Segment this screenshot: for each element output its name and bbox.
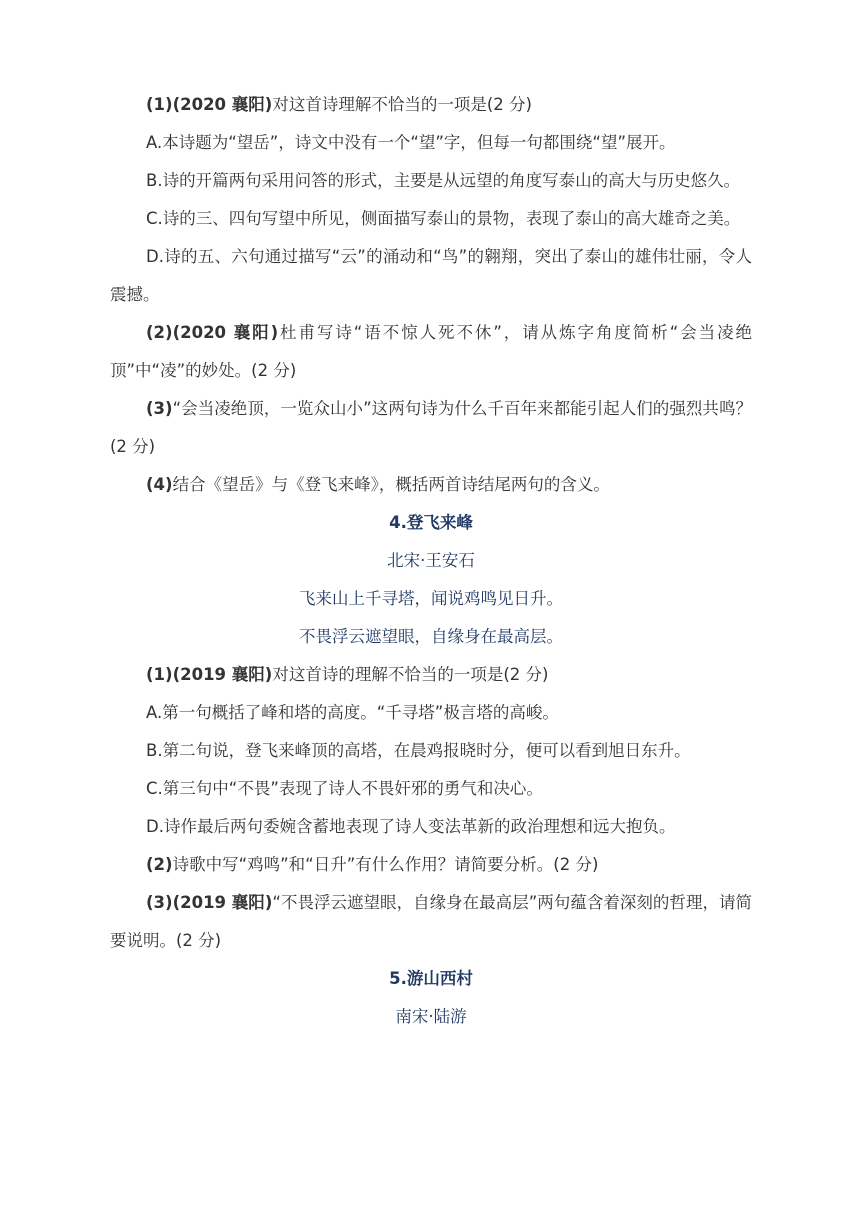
option-b: B.诗的开篇两句采用问答的形式，主要是从远望的角度写泰山的高大与历史悠久。 xyxy=(146,171,741,190)
question-3-3 xyxy=(110,390,752,466)
question-number: (4) xyxy=(146,475,173,494)
poem-4-title: 4.登飞来峰 xyxy=(389,513,473,532)
option-a: A.本诗题为“望岳”，诗文中没有一个“望”字，但每一句都围绕“望”展开。 xyxy=(146,133,676,152)
option-a: A.第一句概括了峰和塔的高度。“千寻塔”极言塔的高峻。 xyxy=(146,703,559,722)
option-c: C.诗的三、四句写望中所见，侧面描写泰山的景物，表现了泰山的高大雄奇之美。 xyxy=(146,209,741,228)
document-content xyxy=(110,86,752,1036)
poem-4-line-2: 不畏浮云遮望眼，自缘身在最高层。 xyxy=(299,627,563,646)
question-text: “不畏浮云遮望眼，自缘身在最高层”两句蕴含着深刻的哲理，请简要说明。(2 分) xyxy=(110,893,752,950)
question-text: “会当凌绝顶，一览众山小”这两句诗为什么千百年来都能引起人们的强烈共鸣？(2 分) xyxy=(110,399,752,456)
question-4-2 xyxy=(110,846,752,884)
question-number: (2) xyxy=(146,855,173,874)
question-4-3 xyxy=(110,884,752,960)
question-number: (2)(2020 襄阳) xyxy=(146,323,279,342)
question-number: (3)(2019 襄阳) xyxy=(146,893,273,912)
option-d: D.诗作最后两句委婉含蓄地表现了诗人变法革新的政治理想和远大抱负。 xyxy=(146,817,676,836)
question-3-1 xyxy=(110,86,752,124)
question-text: 杜甫写诗“语不惊人死不休”，请从炼字角度简析“会当凌绝顶”中“凌”的妙处。(2 分) xyxy=(110,323,752,380)
question-text: 结合《望岳》与《登飞来峰》，概括两首诗结尾两句的含义。 xyxy=(172,475,610,494)
question-4-1 xyxy=(110,656,752,694)
question-text: 诗歌中写“鸡鸣”和“日升”有什么作用？请简要分析。(2 分) xyxy=(172,855,599,874)
option-b: B.第二句说，登飞来峰顶的高塔，在晨鸡报晓时分，便可以看到旭日东升。 xyxy=(146,741,691,760)
poem-5-author: 南宋·陆游 xyxy=(395,1007,467,1026)
question-number: (1)(2019 襄阳) xyxy=(146,665,273,684)
option-d: D.诗的五、六句通过描写“云”的涌动和“鸟”的翱翔，突出了泰山的雄伟壮丽，令人震撼。 xyxy=(110,247,752,304)
question-3-4 xyxy=(110,466,752,504)
question-text: 对这首诗的理解不恰当的一项是(2 分) xyxy=(272,665,549,684)
poem-4-line-1: 飞来山上千寻塔，闻说鸡鸣见日升。 xyxy=(299,589,563,608)
question-text: 对这首诗理解不恰当的一项是(2 分) xyxy=(272,95,532,114)
poem-4-author: 北宋·王安石 xyxy=(387,551,475,570)
question-number: (1)(2020 襄阳) xyxy=(146,95,273,114)
question-3-2 xyxy=(110,314,752,390)
question-number: (3) xyxy=(146,399,173,418)
poem-5-title: 5.游山西村 xyxy=(389,969,473,988)
option-c: C.第三句中“不畏”表现了诗人不畏奸邪的勇气和决心。 xyxy=(146,779,543,798)
